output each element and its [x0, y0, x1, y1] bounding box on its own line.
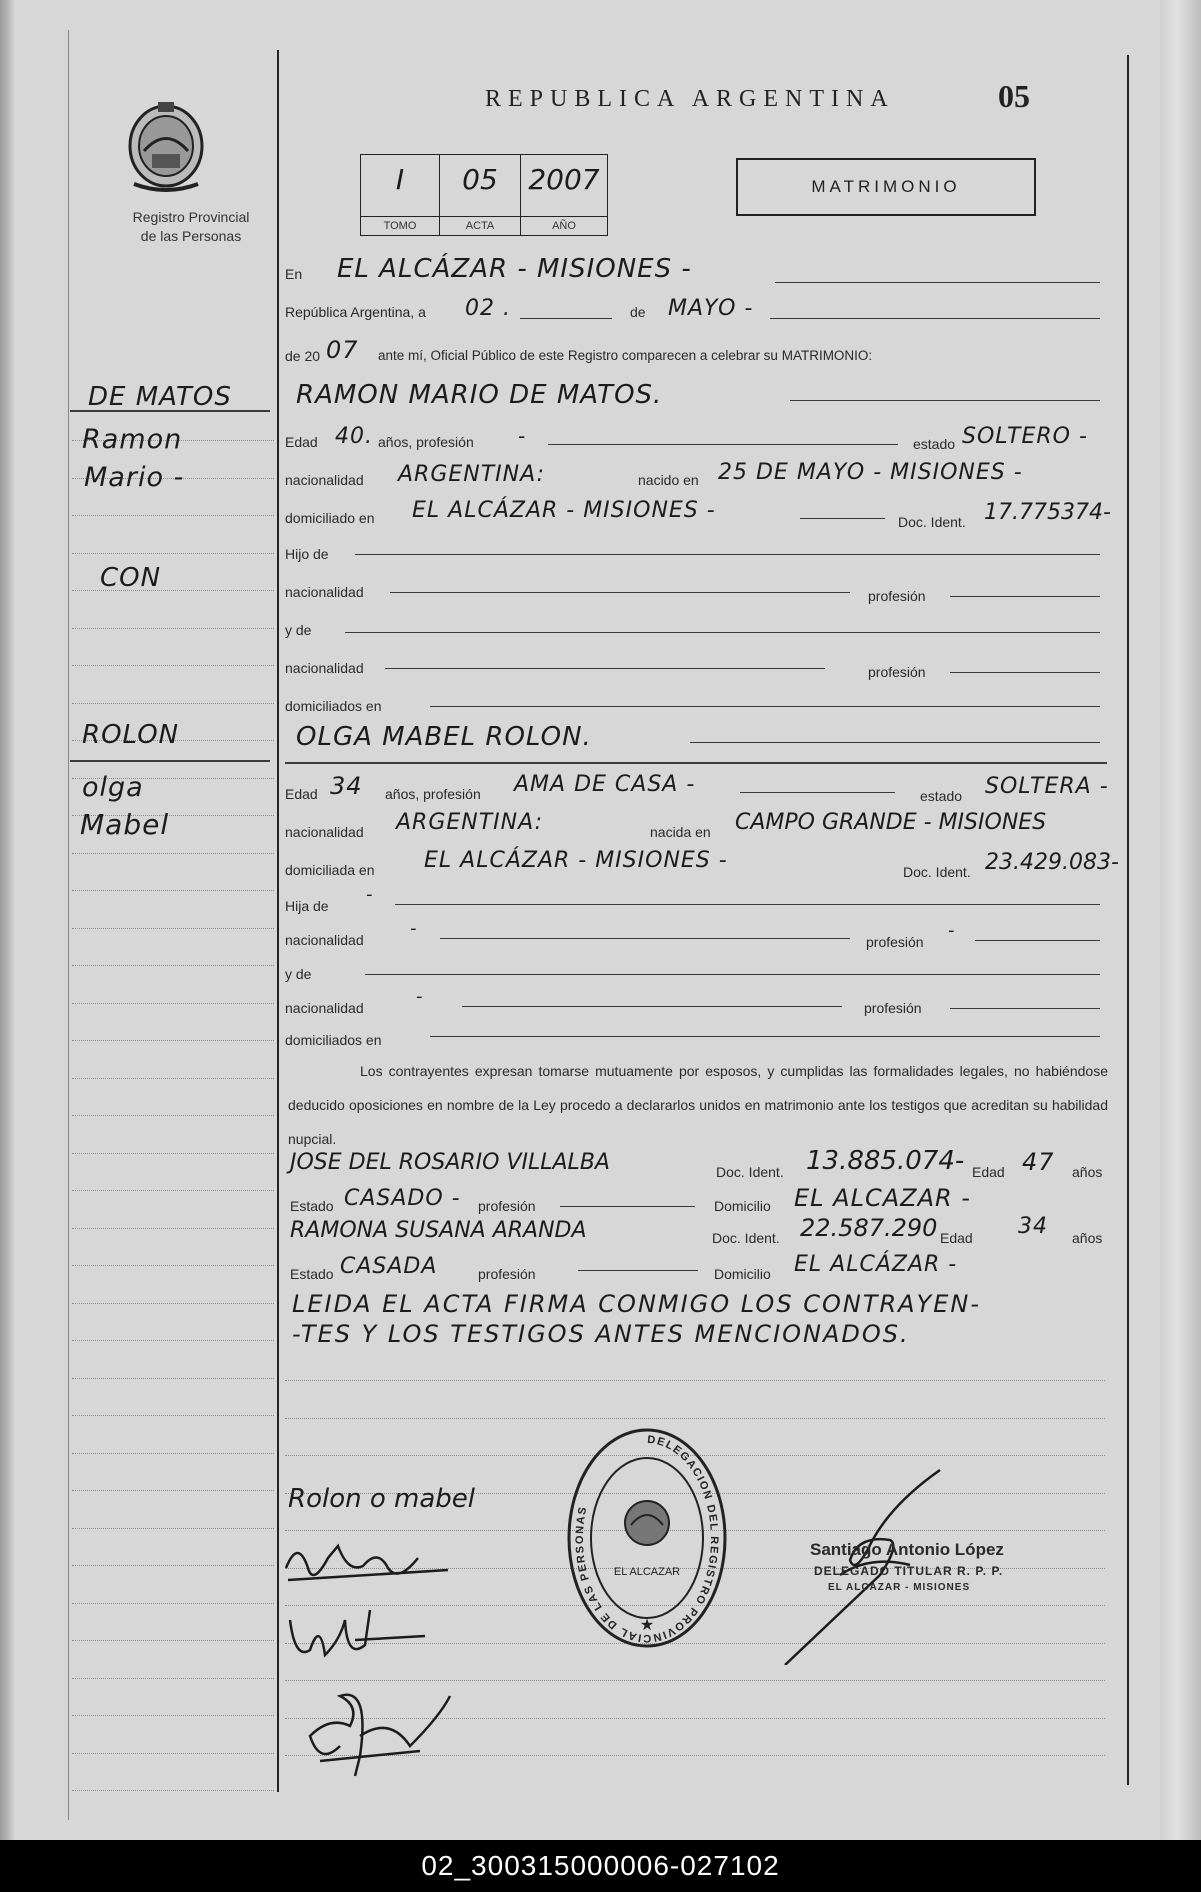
scan-identifier: 02_300315000006-027102	[0, 1840, 1201, 1892]
record-number-box	[360, 154, 608, 236]
bride-domicile-label: domiciliada en	[285, 862, 375, 878]
groom-profession-label: años, profesión	[378, 434, 474, 450]
witness1-doc: 13.885.074-	[806, 1146, 965, 1176]
fill-line	[950, 672, 1100, 673]
margin-rule-line	[72, 1603, 274, 1604]
fill-line	[430, 706, 1100, 707]
margin-groom-surname: DE MATOS	[88, 382, 232, 412]
registry-caption	[94, 208, 288, 246]
mother-nationality-label: nacionalidad	[285, 660, 364, 676]
witness1-anos-label: años	[1072, 1164, 1103, 1180]
fill-line	[355, 554, 1100, 555]
groom-doc-label: Doc. Ident.	[898, 514, 966, 530]
margin-rule-line	[72, 703, 274, 704]
witness1-name: JOSE DEL ROSARIO VILLALBA	[290, 1150, 610, 1175]
margin-groom-underline	[70, 410, 270, 412]
tomo-label: TOMO	[361, 216, 439, 235]
right-border-line	[1127, 55, 1129, 1785]
witness2-doc: 22.587.290	[800, 1214, 938, 1242]
margin-rule-line	[72, 628, 274, 629]
bride-mother-nat-label: nacionalidad	[285, 1000, 364, 1016]
tomo-cell	[361, 155, 440, 235]
margin-rule-line	[72, 1565, 274, 1566]
witness1-domicile: EL ALCAZAR -	[794, 1184, 971, 1212]
witness2-prof-label: profesión	[478, 1266, 536, 1282]
fill-line	[462, 1006, 842, 1007]
margin-rule-line	[72, 1003, 274, 1004]
witness2-domicile: EL ALCÁZAR -	[794, 1252, 958, 1277]
fill-line	[770, 318, 1100, 319]
bride-father-prof-label: profesión	[866, 934, 924, 950]
declaration-paragraph: Los contrayentes expresan tomarse mutuamente por esposos, y cumplidas las formalidades legales, no habiéndose deducido oposiciones en nombre de la Ley procedo a declararlos unidos en matrimonio ante los testigos que acreditan su habilidad nupcial.	[288, 1063, 1108, 1147]
stamp-star-icon: ★	[639, 1617, 655, 1634]
margin-rule-line	[72, 1190, 274, 1191]
margin-rule-line	[72, 1040, 274, 1041]
witness2-status: CASADA	[340, 1254, 438, 1279]
bride-signature: Rolon o mabel	[288, 1484, 476, 1514]
groom-profession: -	[518, 424, 527, 448]
witness1-doc-label: Doc. Ident.	[716, 1164, 784, 1180]
witness1-domicile-label: Domicilio	[714, 1198, 771, 1214]
margin-rule-line	[72, 853, 274, 854]
section-divider	[285, 762, 1107, 764]
fill-line	[975, 940, 1100, 941]
day-value: 02 .	[465, 296, 511, 321]
margin-rule-line	[72, 890, 274, 891]
groom-nationality: ARGENTINA:	[398, 462, 545, 487]
bride-profession-label: años, profesión	[385, 786, 481, 802]
fill-line	[578, 1270, 698, 1271]
margin-rule-line	[72, 515, 274, 516]
fill-line	[520, 318, 612, 319]
margin-rule-line	[72, 1115, 274, 1116]
groom-status: SOLTERO -	[962, 424, 1088, 449]
fill-line	[395, 904, 1100, 905]
stamp-place: EL ALCAZAR	[613, 1566, 681, 1578]
bride-father-nat-label: nacionalidad	[285, 932, 364, 948]
fill-line	[345, 632, 1100, 633]
closing-note-1: LEIDA EL ACTA FIRMA CONMIGO LOS CONTRAYEN-	[292, 1290, 981, 1318]
bride-nationality-label: nacionalidad	[285, 824, 364, 840]
dash-mark: -	[948, 920, 956, 941]
witness1-status: CASADO -	[344, 1186, 461, 1211]
bride-doc-number: 23.429.083-	[985, 850, 1119, 875]
place-value: EL ALCÁZAR - MISIONES -	[337, 254, 692, 284]
bride-profession: AMA DE CASA -	[514, 772, 696, 797]
coat-of-arms-icon	[124, 96, 208, 192]
fill-line	[775, 282, 1100, 283]
closing-note-2: -TES Y LOS TESTIGOS ANTES MENCIONADOS.	[292, 1320, 910, 1348]
groom-doc-number: 17.775374-	[984, 500, 1111, 525]
official-place: EL ALCAZAR - MISIONES	[828, 1582, 971, 1593]
margin-rule-line	[72, 1415, 274, 1416]
dash-mark: -	[416, 986, 424, 1007]
witness2-doc-label: Doc. Ident.	[712, 1230, 780, 1246]
acta-value: 05	[462, 163, 498, 196]
registry-line-2: de las Personas	[140, 228, 242, 244]
groom-signature-icon	[278, 1528, 458, 1598]
official-name: Santiago Antonio López	[810, 1540, 1004, 1559]
margin-rule-line	[72, 1378, 274, 1379]
bride-nationality: ARGENTINA:	[396, 810, 543, 835]
dash-mark: -	[410, 918, 418, 939]
month-value: MAYO -	[668, 296, 754, 321]
groom-age: 40.	[335, 424, 373, 449]
margin-bride-underline	[70, 760, 270, 762]
left-margin-line	[68, 30, 69, 1820]
fill-line	[430, 1036, 1100, 1037]
margin-bride-given-2: Mabel	[80, 808, 170, 841]
parents-domicile-label: domiciliados en	[285, 698, 382, 714]
groom-born-label: nacido en	[638, 472, 699, 488]
fill-line	[740, 792, 895, 793]
official-title: DELEGADO TITULAR R. P. P.	[814, 1564, 1004, 1578]
tomo-value: I	[395, 163, 405, 196]
witness2-domicile-label: Domicilio	[714, 1266, 771, 1282]
ante-text: ante mí, Oficial Público de este Registro comparecen a celebrar su MATRIMONIO:	[378, 348, 873, 363]
official-stamp-icon	[565, 1425, 729, 1651]
anio-cell	[521, 155, 607, 235]
witness2-signature-icon	[300, 1676, 460, 1786]
margin-rule-line	[72, 1490, 274, 1491]
margin-rule-line	[72, 1453, 274, 1454]
main-rule-line	[285, 1380, 1105, 1381]
witness2-status-label: Estado	[290, 1266, 334, 1282]
groom-status-label: estado	[913, 436, 956, 452]
witness2-name: RAMONA SUSANA ARANDA	[290, 1218, 587, 1243]
father-profession-label: profesión	[868, 588, 926, 604]
margin-rule-line	[72, 1715, 274, 1716]
acta-cell	[440, 155, 521, 235]
margin-rule-line	[72, 1340, 274, 1341]
anio-value: 2007	[528, 163, 600, 196]
fill-line	[800, 518, 885, 519]
fill-line	[560, 1206, 695, 1207]
bride-age-label: Edad	[285, 786, 318, 802]
margin-connector: CON	[100, 563, 162, 593]
en-label: En	[285, 266, 303, 282]
page-edge	[1160, 0, 1201, 1840]
bride-status-label: estado	[920, 788, 963, 804]
margin-rule-line	[72, 928, 274, 929]
record-type-box: MATRIMONIO	[736, 158, 1036, 216]
republica-label: República Argentina, a	[285, 304, 426, 320]
fill-line	[385, 668, 825, 669]
page-binding	[0, 0, 14, 1840]
page-number: 05	[998, 78, 1030, 114]
margin-rule-line	[72, 965, 274, 966]
witness2-anos-label: años	[1072, 1230, 1103, 1246]
groom-domicile-label: domiciliado en	[285, 510, 375, 526]
groom-birthplace: 25 DE MAYO - MISIONES -	[718, 460, 1023, 485]
margin-bride-surname: ROLON	[82, 720, 180, 750]
margin-rule-line	[72, 1640, 274, 1641]
margin-rule-line	[72, 1790, 274, 1791]
hija-label: Hija de	[285, 898, 329, 914]
margin-rule-line	[72, 1265, 274, 1266]
witness1-status-label: Estado	[290, 1198, 334, 1214]
groom-nationality-label: nacionalidad	[285, 472, 364, 488]
fill-line	[690, 742, 1100, 743]
margin-rule-line	[72, 1303, 274, 1304]
margin-groom-given-1: Ramon	[82, 424, 183, 455]
margin-rule-line	[72, 1153, 274, 1154]
witness2-age: 34	[1018, 1214, 1048, 1239]
witness1-age-label: Edad	[972, 1164, 1005, 1180]
fill-line	[390, 592, 850, 593]
country-header: REPUBLICA ARGENTINA	[485, 86, 895, 112]
fill-line	[548, 444, 898, 445]
groom-full-name: RAMON MARIO DE MATOS.	[296, 380, 663, 410]
groom-domicile: EL ALCÁZAR - MISIONES -	[412, 498, 716, 523]
father-nationality-label: nacionalidad	[285, 584, 364, 600]
margin-rule-line	[72, 553, 274, 554]
acta-label: ACTA	[440, 216, 520, 235]
margin-rule-line	[72, 1528, 274, 1529]
dash-mark: -	[366, 884, 374, 905]
witness1-prof-label: profesión	[478, 1198, 536, 1214]
bride-parents-dom-label: domiciliados en	[285, 1032, 382, 1048]
bride-status: SOLTERA -	[985, 774, 1109, 799]
margin-rule-line	[72, 1078, 274, 1079]
fill-line	[365, 974, 1100, 975]
bride-birthplace: CAMPO GRANDE - MISIONES	[735, 810, 1047, 835]
bride-age: 34	[330, 772, 363, 800]
fill-line	[950, 596, 1100, 597]
mother-profession-label: profesión	[868, 664, 926, 680]
stamp-ring-text: DELEGACION DEL REGISTRO PROVINCIAL DE LAS PERSONAS	[573, 1433, 720, 1645]
margin-groom-given-2: Mario -	[84, 462, 185, 493]
fill-line	[950, 1008, 1100, 1009]
ydе-label: y de	[285, 622, 312, 638]
bride-full-name: OLGA MABEL ROLON.	[296, 722, 592, 752]
year-suffix: 07	[326, 336, 359, 364]
de-label: de	[630, 304, 646, 320]
fill-line	[440, 938, 850, 939]
groom-age-label: Edad	[285, 434, 318, 450]
bride-domicile: EL ALCÁZAR - MISIONES -	[424, 848, 728, 873]
witness1-signature-icon	[285, 1600, 435, 1670]
bride-yde-label: y de	[285, 966, 312, 982]
witness1-age: 47	[1022, 1148, 1055, 1176]
margin-rule-line	[72, 1753, 274, 1754]
main-rule-line	[285, 1418, 1105, 1419]
registry-line-1: Registro Provincial	[132, 209, 250, 225]
margin-rule-line	[72, 1678, 274, 1679]
bride-born-label: nacida en	[650, 824, 711, 840]
anio-label: AÑO	[521, 216, 607, 235]
margin-rule-line	[72, 665, 274, 666]
bride-mother-prof-label: profesión	[864, 1000, 922, 1016]
margin-rule-line	[72, 1228, 274, 1229]
fill-line	[790, 400, 1100, 401]
witness2-age-label: Edad	[940, 1230, 973, 1246]
margin-bride-given-1: olga	[82, 772, 144, 803]
year-prefix: de 20	[285, 348, 321, 364]
bride-doc-label: Doc. Ident.	[903, 864, 971, 880]
hijo-label: Hijo de	[285, 546, 329, 562]
